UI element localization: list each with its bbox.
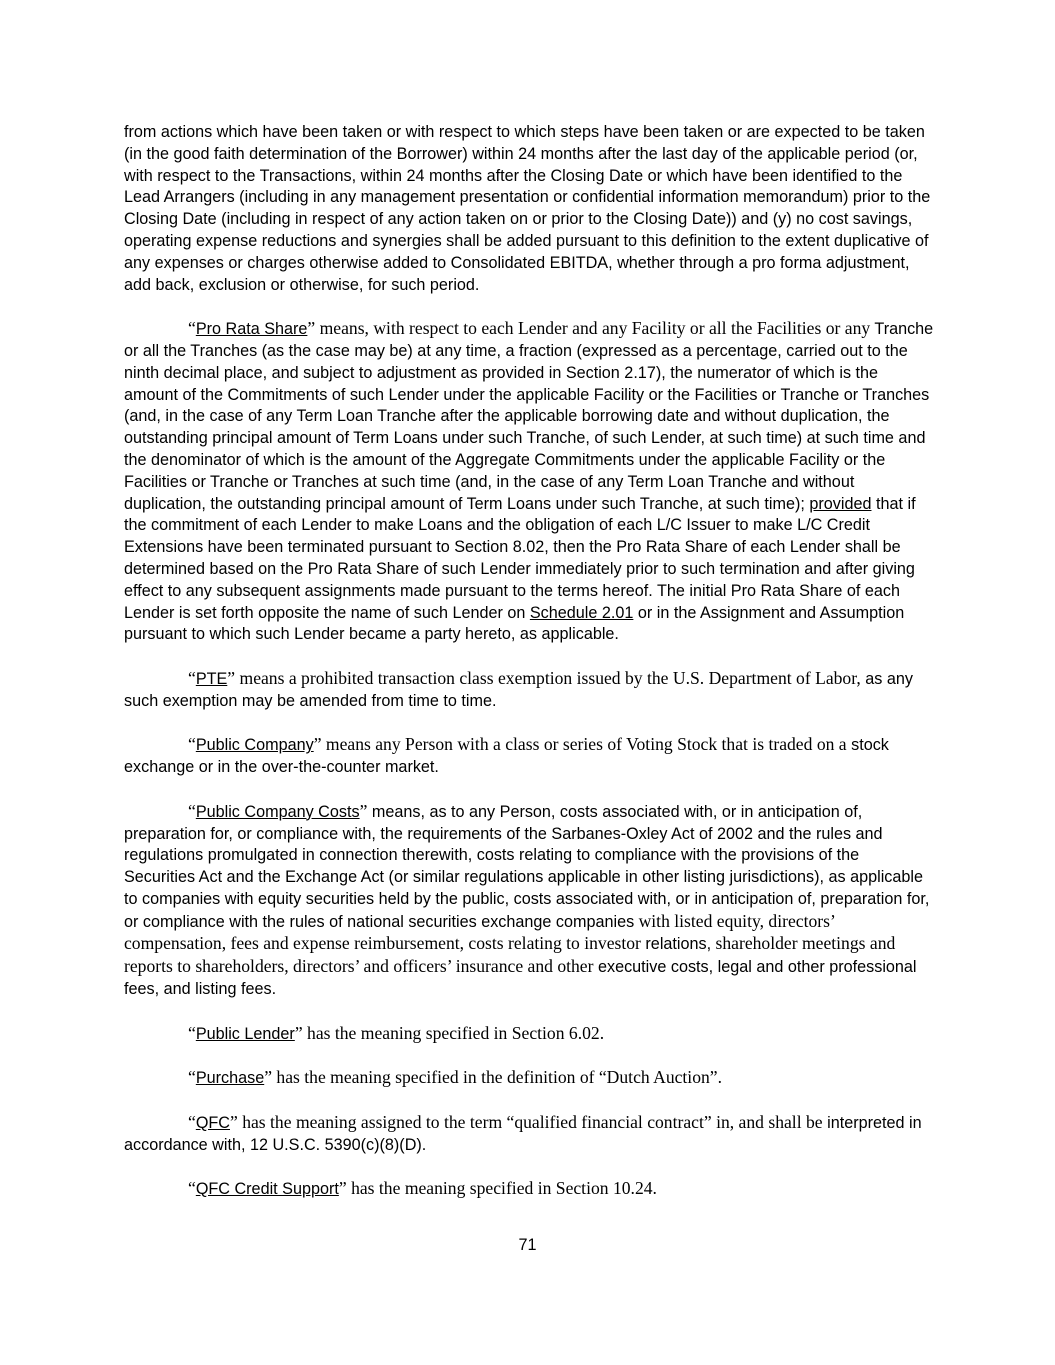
schedule-reference: Schedule 2.01 (529, 603, 634, 622)
definition-lead: has the meaning specified in the definition of “Dutch Auction”. (272, 1067, 722, 1088)
open-quote: “ (188, 1067, 196, 1088)
definition-body: means, as to any Person, costs associated with, or in anticipation of, preparation for, or compliance with, the requirements of the Sarbanes-Oxley Act of 2002 and the rules and regulations promulgated in connection therewith, costs relating to compliance with the provisions of the Securities Act and the Exchange Act (or similar regulations applicable in other listing jurisdictions), as applicable to companies with equity securities held by the public, costs associated with, or in anticipation of, preparation for, or compliance with the rules of national securities exchange companies (124, 802, 930, 931)
defined-term: Public Company (195, 736, 314, 755)
close-quote: ” (313, 734, 322, 755)
open-quote: “ (188, 1022, 196, 1043)
definition-body: Tranche or all the Tranches (as the case may be) at any time, a fraction (expressed as a percentage, carried out to the ninth decimal place, and subject to adjustment as provided in Section 2.17), the numerator of which is the amount of the Commitments of such Lender under the applicable Facility or the Facilities or Tranche or Tranches (and, in the case of any Term Loan Tranche after the applicable borrowing date and without duplication, the outstanding principal amount of Term Loans under such Tranche, of such Lender, at such time) at such time and the denominator of which is the amount of the Aggregate Commitments under the applicable Facility or the Facilities or Tranche or Tranches at such time (and, in the case of any Term Loan Tranche and without duplication, the outstanding principal amount of Term Loans under such Tranche, at such time); (124, 320, 934, 513)
definition-pte (124, 668, 934, 713)
close-quote: ” (229, 1111, 238, 1132)
close-quote: ” (307, 318, 316, 339)
open-quote: “ (188, 800, 196, 821)
close-quote: ” (227, 667, 236, 688)
open-quote: “ (188, 1178, 196, 1199)
definition-body: executive costs, legal and other professional fees, and listing fees. (124, 958, 917, 999)
definition-lead: means a prohibited transaction class exemption issued by the U.S. Department of Labor, (235, 667, 861, 688)
defined-term: Public Lender (195, 1024, 295, 1043)
definition-lead: means, with respect to each Lender and any Facility or all the Facilities or any (315, 318, 871, 339)
close-quote: ” (338, 1178, 347, 1199)
definition-pro-rata-share (124, 318, 934, 646)
defined-term: Pro Rata Share (195, 320, 308, 339)
definition-serif-text: with listed equity, directors’ compensation, fees and expense reimbursement, costs relating to investor (124, 910, 835, 954)
provided-term: provided (809, 494, 872, 513)
open-quote: “ (188, 1111, 196, 1132)
definition-qfc (124, 1112, 934, 1157)
open-quote: “ (188, 667, 196, 688)
definition-body: interpreted in accordance with, 12 U.S.C. 5390(c)(8)(D). (124, 1113, 922, 1154)
defined-term: Purchase (195, 1069, 265, 1088)
definition-body: stock exchange or in the over-the-counter market. (124, 736, 889, 777)
document-page (124, 122, 934, 1223)
definition-lead: has the meaning assigned to the term “qualified financial contract” in, and shall be (237, 1111, 823, 1132)
defined-term: QFC (195, 1113, 230, 1132)
definition-body: that if the commitment of each Lender to make Loans and the obligation of each L/C Issuer to make L/C Credit Extensions have been terminated pursuant to Section 8.02, then the Pro Rata Share of each Lender shall be determined based on the Pro Rata Share of such Lender immediately prior to such termination and after giving effect to any subsequent assignments made pursuant to the terms hereof. The initial Pro Rata Share of each Lender is set forth opposite the name of such Lender on (124, 494, 916, 622)
definition-qfc-credit-support (124, 1178, 934, 1201)
defined-term: QFC Credit Support (195, 1180, 339, 1199)
close-quote: ” (264, 1067, 273, 1088)
definition-lead: has the meaning specified in Section 6.02. (302, 1022, 605, 1043)
definition-purchase (124, 1067, 934, 1090)
definition-lead: has the meaning specified in Section 10.24. (346, 1178, 657, 1199)
definition-public-lender (124, 1023, 934, 1046)
defined-term: PTE (195, 669, 228, 688)
defined-term: Public Company Costs (195, 802, 360, 821)
definition-public-company (124, 734, 934, 779)
close-quote: ” (359, 800, 368, 821)
paragraph-continuation (124, 122, 934, 296)
close-quote: ” (294, 1022, 303, 1043)
page-number: 71 (518, 1236, 537, 1254)
open-quote: “ (188, 734, 196, 755)
definition-public-company-costs (124, 801, 934, 1001)
definition-body: relations, (640, 935, 712, 954)
definition-body: as any such exemption may be amended from time to time. (124, 669, 913, 710)
definition-lead: means any Person with a class or series of Voting Stock that is traded on a (321, 734, 847, 755)
definition-serif-text: shareholder meetings and reports to shareholders, directors’ and officers’ insurance and other (124, 933, 896, 977)
paragraph-text: from actions which have been taken or with respect to which steps have been taken or are expected to be taken (in the good faith determination of the Borrower) within 24 months after the last day of the applicable period (or, with respect to the Transactions, within 24 months after the Closing Date or which have been identified to the Lead Arrangers (including in any management presentation or confidential information memorandum) prior to the Closing Date (including in respect of any action taken on or prior to the Closing Date)) and (y) no cost savings, operating expense reductions and synergies shall be added pursuant to this definition to the extent duplicative of any expenses or charges otherwise added to Consolidated EBITDA, whether through a pro forma adjustment, add back, exclusion or otherwise, for such period. (124, 123, 931, 294)
open-quote: “ (188, 318, 196, 339)
definition-body: or in the Assignment and Assumption pursuant to which such Lender became a party hereto, as applicable. (124, 603, 905, 644)
